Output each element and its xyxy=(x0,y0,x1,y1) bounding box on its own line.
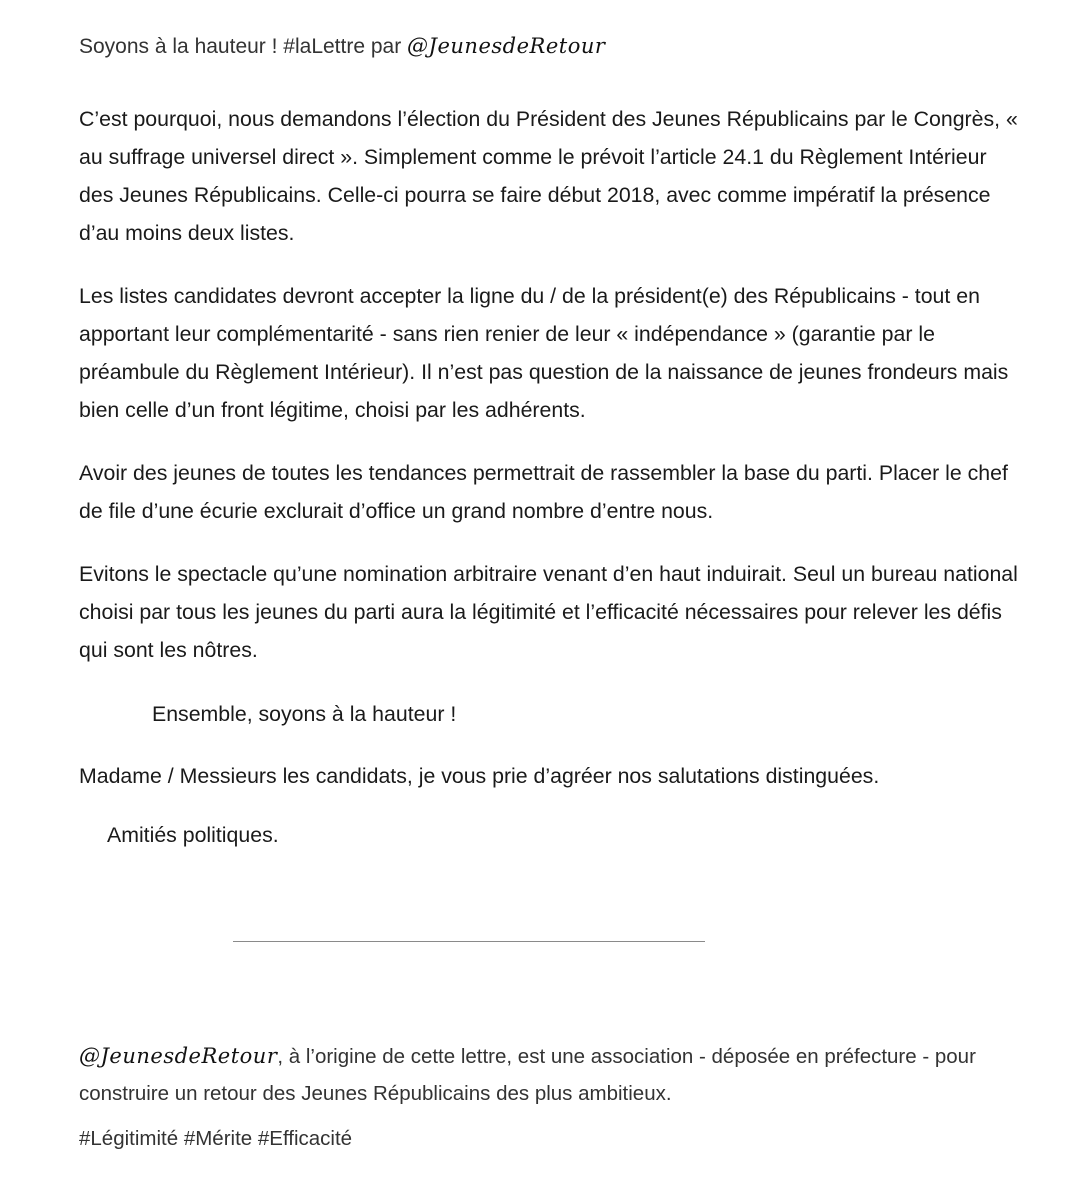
closing-motto: Ensemble, soyons à la hauteur ! xyxy=(152,702,457,726)
footer-hashtags: #Légitimité #Mérite #Efficacité xyxy=(79,1127,353,1150)
paragraph-all-tendencies: Avoir des jeunes de toutes les tendances permettrait de rassembler la base du parti. Placer le chef de file d’une écurie exclurait d’office un grand nombre d’entre nous. xyxy=(79,461,1008,523)
paragraph-avoid-nomination: Evitons le spectacle qu’une nomination arbitraire venant d’en haut induirait. Seul un bureau national choisi par tous les jeunes du parti aura la légitimité et l’efficacité nécessaires pour relever les défis qui sont les nôtres. xyxy=(79,562,1018,662)
letter-header xyxy=(79,34,605,59)
footer-text: , à l’origine de cette lettre, est une association - déposée en préfecture - pour construire un retour des Jeunes Républicains des plus ambitieux. xyxy=(79,1045,976,1105)
paragraph-election-request: C’est pourquoi, nous demandons l’élection du Président des Jeunes Républicains par le Congrès, « au suffrage universel direct ». Simplement comme le prévoit l’article 24.1 du Règlement Intérieur des Jeunes Républicains. Celle-ci pourra se faire début 2018, avec comme impératif la présence d’au moins deux listes. xyxy=(79,107,1018,245)
salutation: Madame / Messieurs les candidats, je vous prie d’agréer nos salutations distinguées. xyxy=(79,764,880,788)
paragraph-candidate-lists: Les listes candidates devront accepter la ligne du / de la président(e) des Républicains - tout en apportant leur complémentarité - sans rien renier de leur « indépendance » (garantie par le préambule du Règlement Intérieur). Il n’est pas question de la naissance de jeunes frondeurs mais bien celle d’un front légitime, choisi par les adhérents. xyxy=(79,284,1009,422)
footer-handle: @JeunesdeRetour xyxy=(79,1044,278,1068)
footer-description xyxy=(79,1038,1039,1112)
signature-line xyxy=(233,941,705,942)
header-text: Soyons à la hauteur ! #laLettre par xyxy=(79,35,408,58)
header-handle: @JeunesdeRetour xyxy=(407,34,606,58)
signoff: Amitiés politiques. xyxy=(107,823,279,847)
